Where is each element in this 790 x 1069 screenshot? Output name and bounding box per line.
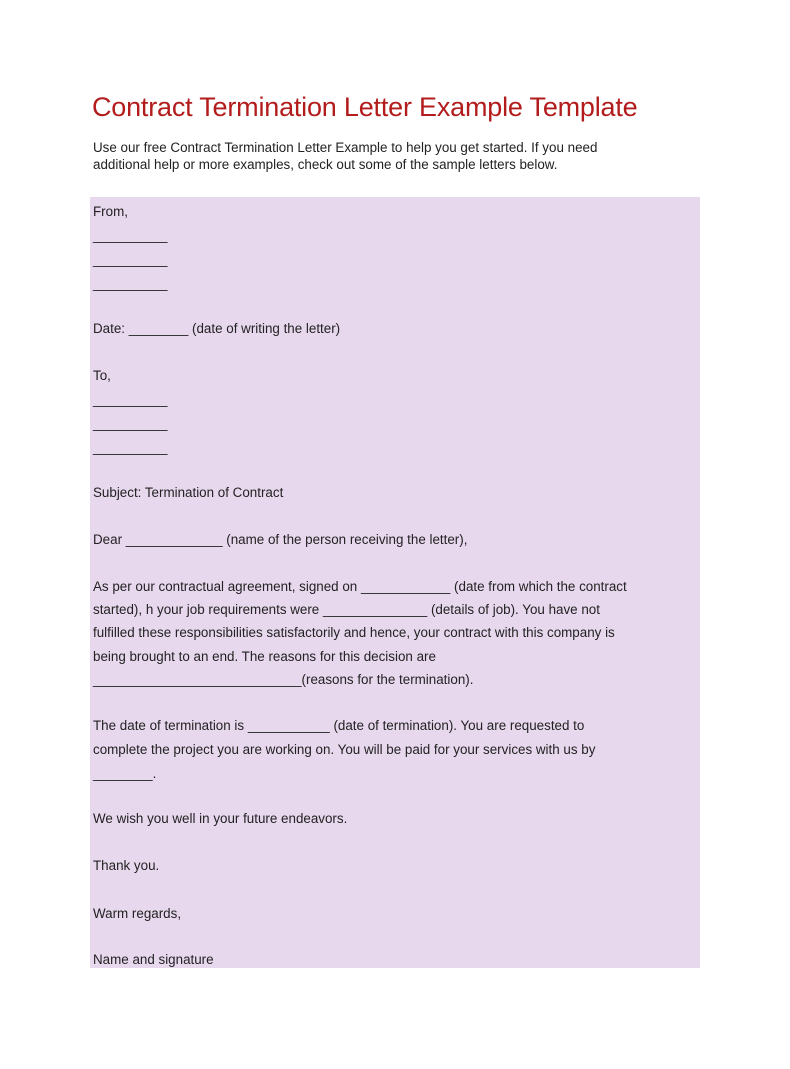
body-paragraph-2-line-3: ________. <box>93 766 157 781</box>
to-blank-1: __________ <box>93 392 168 407</box>
letter-template-box <box>90 197 700 968</box>
closing-wish: We wish you well in your future endeavors. <box>93 811 348 826</box>
intro-line-2: additional help or more examples, check out some of the sample letters below. <box>93 157 558 172</box>
body-paragraph-1-line-1: As per our contractual agreement, signed on ____________ (date from which the contract <box>93 579 627 594</box>
regards-line: Warm regards, <box>93 906 182 921</box>
thanks-line: Thank you. <box>93 858 160 873</box>
salutation: Dear _____________ (name of the person receiving the letter), <box>93 532 468 547</box>
body-paragraph-1-line-4: being brought to an end. The reasons for this decision are <box>93 649 436 664</box>
body-paragraph-2-line-2: complete the project you are working on. You will be paid for your services with us by <box>93 742 596 757</box>
body-paragraph-1-line-2: started), h your job requirements were ______________ (details of job). You have not <box>93 602 600 617</box>
to-blank-2: __________ <box>93 416 168 431</box>
from-blank-3: __________ <box>93 276 168 291</box>
to-blank-3: __________ <box>93 440 168 455</box>
body-paragraph-2-line-1: The date of termination is ___________ (date of termination). You are requested to <box>93 718 585 733</box>
body-paragraph-1-line-3: fulfilled these responsibilities satisfactorily and hence, your contract with this company is <box>93 625 615 640</box>
subject-line: Subject: Termination of Contract <box>93 485 284 500</box>
to-label: To, <box>93 368 111 383</box>
date-line: Date: ________ (date of writing the letter) <box>93 321 341 336</box>
page-title: Contract Termination Letter Example Template <box>92 92 638 122</box>
from-label: From, <box>93 204 128 219</box>
from-blank-1: __________ <box>93 228 168 243</box>
from-blank-2: __________ <box>93 252 168 267</box>
intro-line-1: Use our free Contract Termination Letter Example to help you get started. If you need <box>93 140 598 155</box>
body-paragraph-1-line-5: ____________________________(reasons for the termination). <box>93 672 474 687</box>
intro-paragraph <box>93 139 693 173</box>
signature-line: Name and signature <box>93 952 214 967</box>
